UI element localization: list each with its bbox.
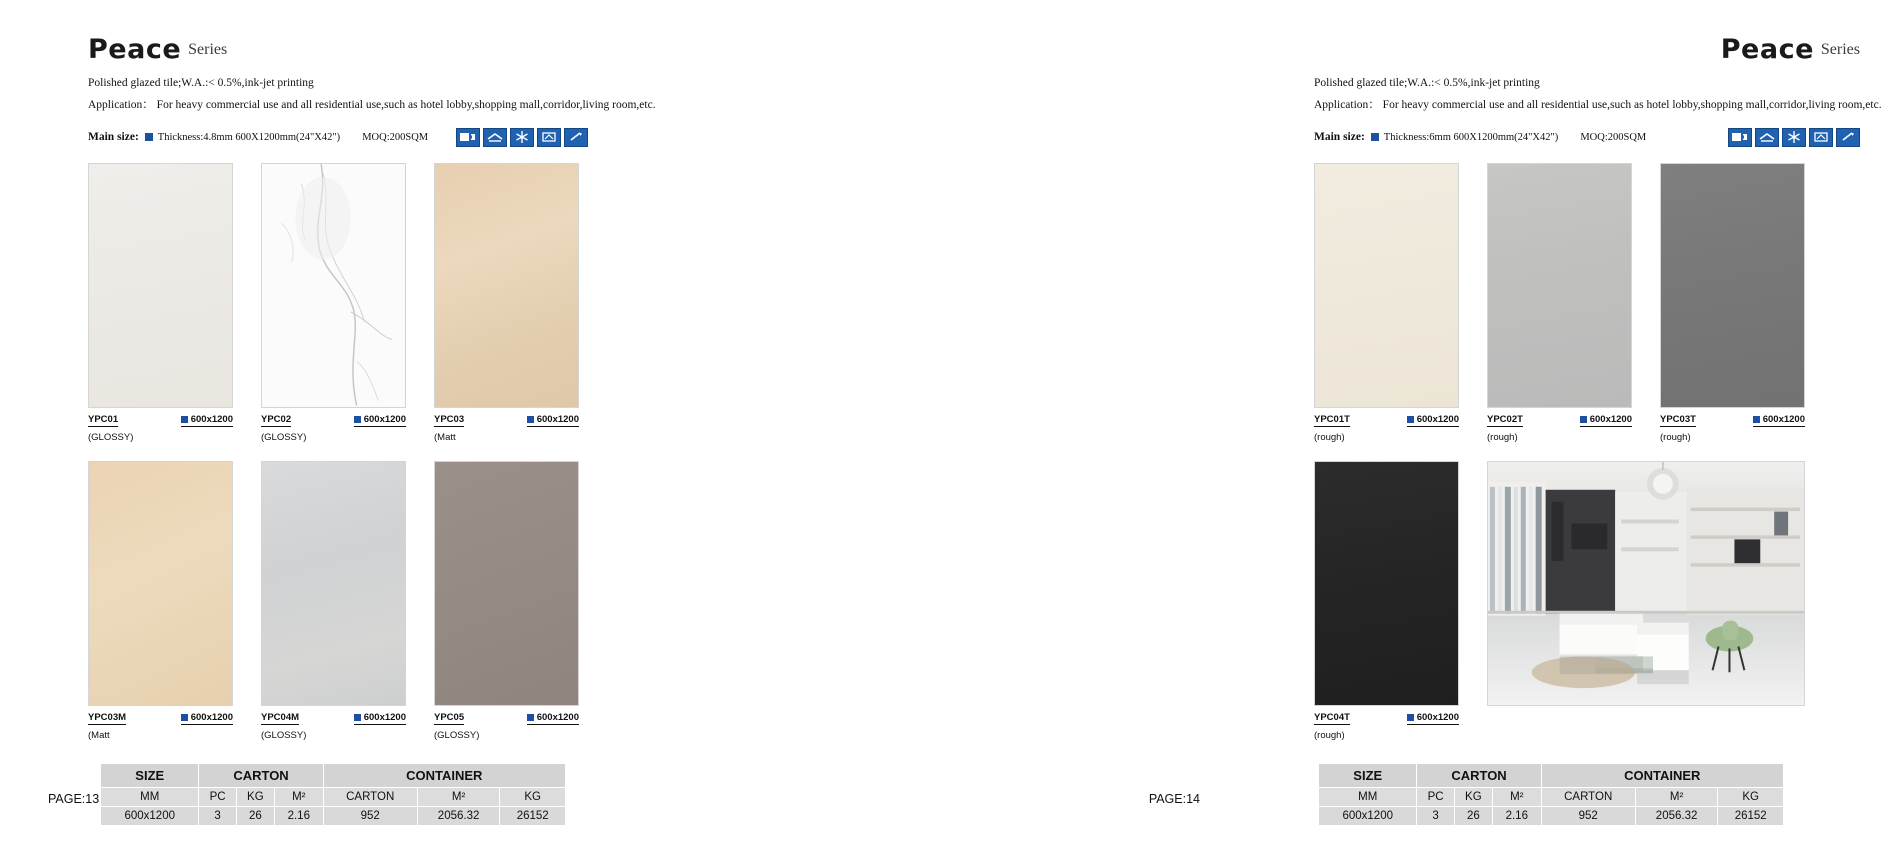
val-container-m2: 2056.32 (417, 807, 500, 826)
tile-code: YPC01T (1314, 414, 1350, 426)
tile-caption (261, 712, 406, 725)
sub-carton: CARTON (1541, 788, 1635, 807)
tile-size-text: 600x1200 (1416, 712, 1459, 724)
tile-caption (1660, 414, 1805, 427)
product-application: Application： For heavy commercial use and all residential use,such as hotel lobby,shopping mall,corridor,living room,etc. (88, 98, 656, 111)
tile-grid-row-2-right (1314, 461, 1860, 741)
tile-caption (434, 414, 579, 427)
wearresist-icon (1809, 128, 1833, 147)
table-subheader-row (101, 788, 566, 807)
spec-table-right (1318, 763, 1784, 826)
product-application: Application： For heavy commercial use and all residential use,such as hotel lobby,shopping mall,corridor,living room,etc. (1314, 98, 1882, 111)
tile-card[interactable] (1487, 163, 1632, 443)
tile-size-text: 600x1200 (1589, 414, 1632, 426)
tile-caption (261, 414, 406, 427)
page-number-right: PAGE:14 (1148, 792, 1200, 806)
sub-mm: MM (101, 788, 199, 807)
tile-size (181, 414, 233, 427)
tile-caption (88, 712, 233, 725)
tile-size (181, 712, 233, 725)
feature-icon-strip (456, 128, 588, 147)
tile-card[interactable] (88, 163, 233, 443)
main-size-value: Thickness:6mm 600X1200mm(24"X42") (1383, 131, 1559, 143)
blue-square-marker (527, 416, 534, 423)
blue-square-marker (145, 133, 153, 141)
series-word: Series (188, 41, 228, 58)
tile-code: YPC04T (1314, 712, 1350, 724)
header-size: SIZE (1319, 764, 1417, 788)
tile-caption (1314, 712, 1459, 725)
main-size-value: Thickness:4.8mm 600X1200mm(24"X42") (157, 131, 341, 143)
tile-card[interactable] (261, 461, 406, 741)
sub-container-kg: KG (1718, 788, 1784, 807)
sub-container-m2: M² (1635, 788, 1718, 807)
val-carton: 952 (323, 807, 417, 826)
tile-finish: (GLOSSY) (261, 730, 307, 742)
sub-kg: KG (236, 788, 274, 807)
waterproof-icon (456, 128, 480, 147)
blue-square-marker (1407, 714, 1414, 721)
catalog-page-right (620, 0, 1882, 844)
antislip-icon (483, 128, 507, 147)
val-mm: 600x1200 (1319, 807, 1417, 826)
tile-card[interactable] (1660, 163, 1805, 443)
tile-finish: (rough) (1487, 432, 1518, 444)
brand-name: Peace (1720, 34, 1814, 65)
tile-finish: (GLOSSY) (88, 432, 134, 444)
tile-size (354, 414, 406, 427)
scratchresist-icon (1836, 128, 1860, 147)
val-mm: 600x1200 (101, 807, 199, 826)
blue-square-marker (181, 416, 188, 423)
table-header-row (1319, 764, 1784, 788)
header-carton: CARTON (1417, 764, 1541, 788)
val-container-kg: 26152 (500, 807, 566, 826)
tile-card[interactable] (434, 163, 579, 443)
tile-image-ypc03m (88, 461, 233, 706)
tile-code: YPC01 (88, 414, 119, 426)
tile-size (1580, 414, 1632, 427)
tile-image-ypc01t (1314, 163, 1459, 408)
table-row (1319, 807, 1784, 826)
table-row (101, 807, 566, 826)
val-kg: 26 (1454, 807, 1492, 826)
tile-image-ypc02 (261, 163, 406, 408)
blue-square-marker (1371, 133, 1379, 141)
tile-size-text: 600x1200 (190, 414, 233, 426)
main-size-row-left (88, 127, 588, 147)
tile-card[interactable] (1314, 163, 1459, 443)
tile-finish: (rough) (1314, 730, 1345, 742)
frostproof-icon (1782, 128, 1806, 147)
tile-finish: (Matt (88, 730, 110, 742)
tile-size (1753, 414, 1805, 427)
feature-icon-strip (1728, 128, 1860, 147)
series-word: Series (1820, 41, 1860, 58)
tile-image-ypc04t (1314, 461, 1459, 706)
antislip-icon (1755, 128, 1779, 147)
tile-card[interactable] (434, 461, 579, 741)
moq-value: MOQ:200SQM (362, 131, 429, 143)
tile-grid-row-1-left (88, 163, 588, 443)
tile-size-text: 600x1200 (536, 414, 579, 426)
tile-card[interactable] (1314, 461, 1459, 741)
brand-name: Peace (88, 34, 182, 65)
tile-size (1407, 712, 1459, 725)
tile-grid-row-1-right (1314, 163, 1860, 443)
tile-caption (1314, 414, 1459, 427)
blue-square-marker (181, 714, 188, 721)
header-size: SIZE (101, 764, 199, 788)
tile-image-ypc03t (1660, 163, 1805, 408)
blue-square-marker (1580, 416, 1587, 423)
table-subheader-row (1319, 788, 1784, 807)
living-room-photo (1487, 461, 1805, 706)
val-kg: 26 (236, 807, 274, 826)
main-size-label: Main size: (1314, 131, 1365, 144)
tile-code: YPC05 (434, 712, 465, 724)
sub-kg: KG (1454, 788, 1492, 807)
val-m2: 2.16 (1493, 807, 1542, 826)
header-container: CONTAINER (323, 764, 565, 788)
val-carton: 952 (1541, 807, 1635, 826)
catalog-page-left (0, 0, 656, 844)
sub-mm: MM (1319, 788, 1417, 807)
tile-code: YPC03M (88, 712, 127, 724)
moq-value: MOQ:200SQM (1580, 131, 1647, 143)
tile-size-text: 600x1200 (536, 712, 579, 724)
sub-pc: PC (1417, 788, 1454, 807)
tile-finish: (Matt (434, 432, 456, 444)
val-container-kg: 26152 (1718, 807, 1784, 826)
tile-size (354, 712, 406, 725)
tile-card[interactable] (261, 163, 406, 443)
page-number-left: PAGE:13 (48, 792, 100, 806)
tile-card[interactable] (88, 461, 233, 741)
tile-caption (434, 712, 579, 725)
tile-code: YPC04M (261, 712, 300, 724)
tile-grid-row-2-left (88, 461, 588, 741)
sub-m2: M² (275, 788, 324, 807)
blue-square-marker (527, 714, 534, 721)
tile-image-ypc01 (88, 163, 233, 408)
tile-code: YPC02 (261, 414, 292, 426)
frostproof-icon (510, 128, 534, 147)
tile-size (527, 414, 579, 427)
series-header-left (88, 34, 588, 65)
series-header-right (1314, 34, 1860, 65)
header-container: CONTAINER (1541, 764, 1783, 788)
tile-code: YPC03T (1660, 414, 1696, 426)
tile-image-ypc04m (261, 461, 406, 706)
tile-finish: (GLOSSY) (434, 730, 480, 742)
scratchresist-icon (564, 128, 588, 147)
sub-container-kg: KG (500, 788, 566, 807)
blue-square-marker (354, 416, 361, 423)
tile-finish: (GLOSSY) (261, 432, 307, 444)
header-carton: CARTON (199, 764, 323, 788)
product-description: Polished glazed tile;W.A.:< 0.5%,ink-jet printing (88, 77, 314, 89)
tile-size-text: 600x1200 (190, 712, 233, 724)
tile-size-text: 600x1200 (1762, 414, 1805, 426)
spec-table-left (100, 763, 566, 826)
blue-square-marker (1407, 416, 1414, 423)
val-pc: 3 (199, 807, 236, 826)
main-size-row-right (1314, 127, 1860, 147)
tile-size (1407, 414, 1459, 427)
tile-size-text: 600x1200 (363, 414, 406, 426)
tile-code: YPC02T (1487, 414, 1523, 426)
sub-container-m2: M² (417, 788, 500, 807)
sub-m2: M² (1493, 788, 1542, 807)
waterproof-icon (1728, 128, 1752, 147)
tile-finish: (rough) (1660, 432, 1691, 444)
sub-pc: PC (199, 788, 236, 807)
tile-caption (1487, 414, 1632, 427)
blue-square-marker (1753, 416, 1760, 423)
main-size-label: Main size: (88, 131, 139, 144)
sub-carton: CARTON (323, 788, 417, 807)
tile-finish: (rough) (1314, 432, 1345, 444)
tile-code: YPC03 (434, 414, 465, 426)
table-header-row (101, 764, 566, 788)
val-container-m2: 2056.32 (1635, 807, 1718, 826)
val-pc: 3 (1417, 807, 1454, 826)
val-m2: 2.16 (275, 807, 324, 826)
product-description: Polished glazed tile;W.A.:< 0.5%,ink-jet printing (1314, 77, 1540, 89)
tile-image-ypc05 (434, 461, 579, 706)
tile-size (527, 712, 579, 725)
blue-square-marker (354, 714, 361, 721)
wearresist-icon (537, 128, 561, 147)
tile-image-ypc02t (1487, 163, 1632, 408)
tile-size-text: 600x1200 (363, 712, 406, 724)
tile-caption (88, 414, 233, 427)
tile-image-ypc03 (434, 163, 579, 408)
room-photo-card (1487, 461, 1805, 741)
tile-size-text: 600x1200 (1416, 414, 1459, 426)
